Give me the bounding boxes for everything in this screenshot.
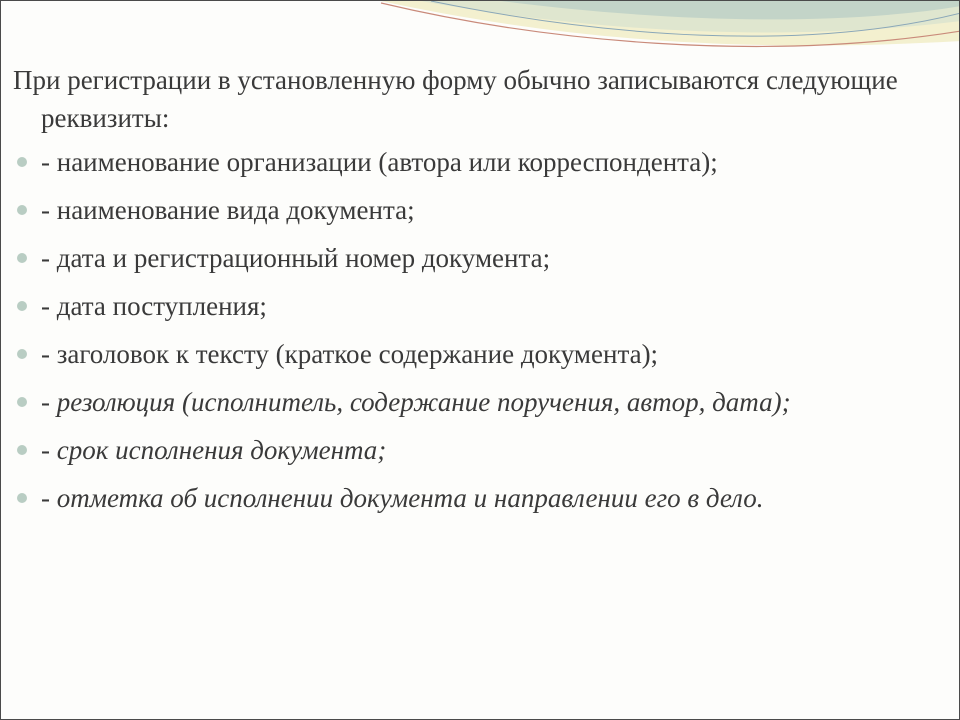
list-item bbox=[13, 431, 913, 469]
list-item-text: - дата и регистрационный номер документа; bbox=[41, 243, 551, 273]
list-item bbox=[13, 287, 913, 325]
list-item bbox=[13, 239, 913, 277]
bullet-icon bbox=[17, 493, 27, 503]
list-item bbox=[13, 191, 913, 229]
slide-content bbox=[13, 61, 913, 527]
list-item bbox=[13, 335, 913, 373]
list-item-text: - наименование вида документа; bbox=[41, 195, 415, 225]
list-item-text: - резолюция (исполнитель, содержание поручения, автор, дата); bbox=[41, 387, 791, 417]
list-item-text: - отметка об исполнении документа и направлении его в дело. bbox=[41, 483, 764, 513]
bullet-icon bbox=[17, 205, 27, 215]
list-item-text: - заголовок к тексту (краткое содержание документа); bbox=[41, 339, 659, 369]
list-item bbox=[13, 143, 913, 181]
bullet-icon bbox=[17, 253, 27, 263]
bullet-icon bbox=[17, 301, 27, 311]
list-item-text: - наименование организации (автора или корреспондента); bbox=[41, 147, 718, 177]
requisites-list bbox=[13, 143, 913, 517]
list-item-text: - срок исполнения документа; bbox=[41, 435, 387, 465]
bullet-icon bbox=[17, 445, 27, 455]
intro-text: При регистрации в установленную форму обычно записываются следующие реквизиты: bbox=[13, 65, 898, 133]
bullet-icon bbox=[17, 349, 27, 359]
bullet-icon bbox=[17, 157, 27, 167]
list-item bbox=[13, 383, 913, 421]
list-item bbox=[13, 479, 913, 517]
bullet-icon bbox=[17, 397, 27, 407]
list-item-text: - дата поступления; bbox=[41, 291, 267, 321]
